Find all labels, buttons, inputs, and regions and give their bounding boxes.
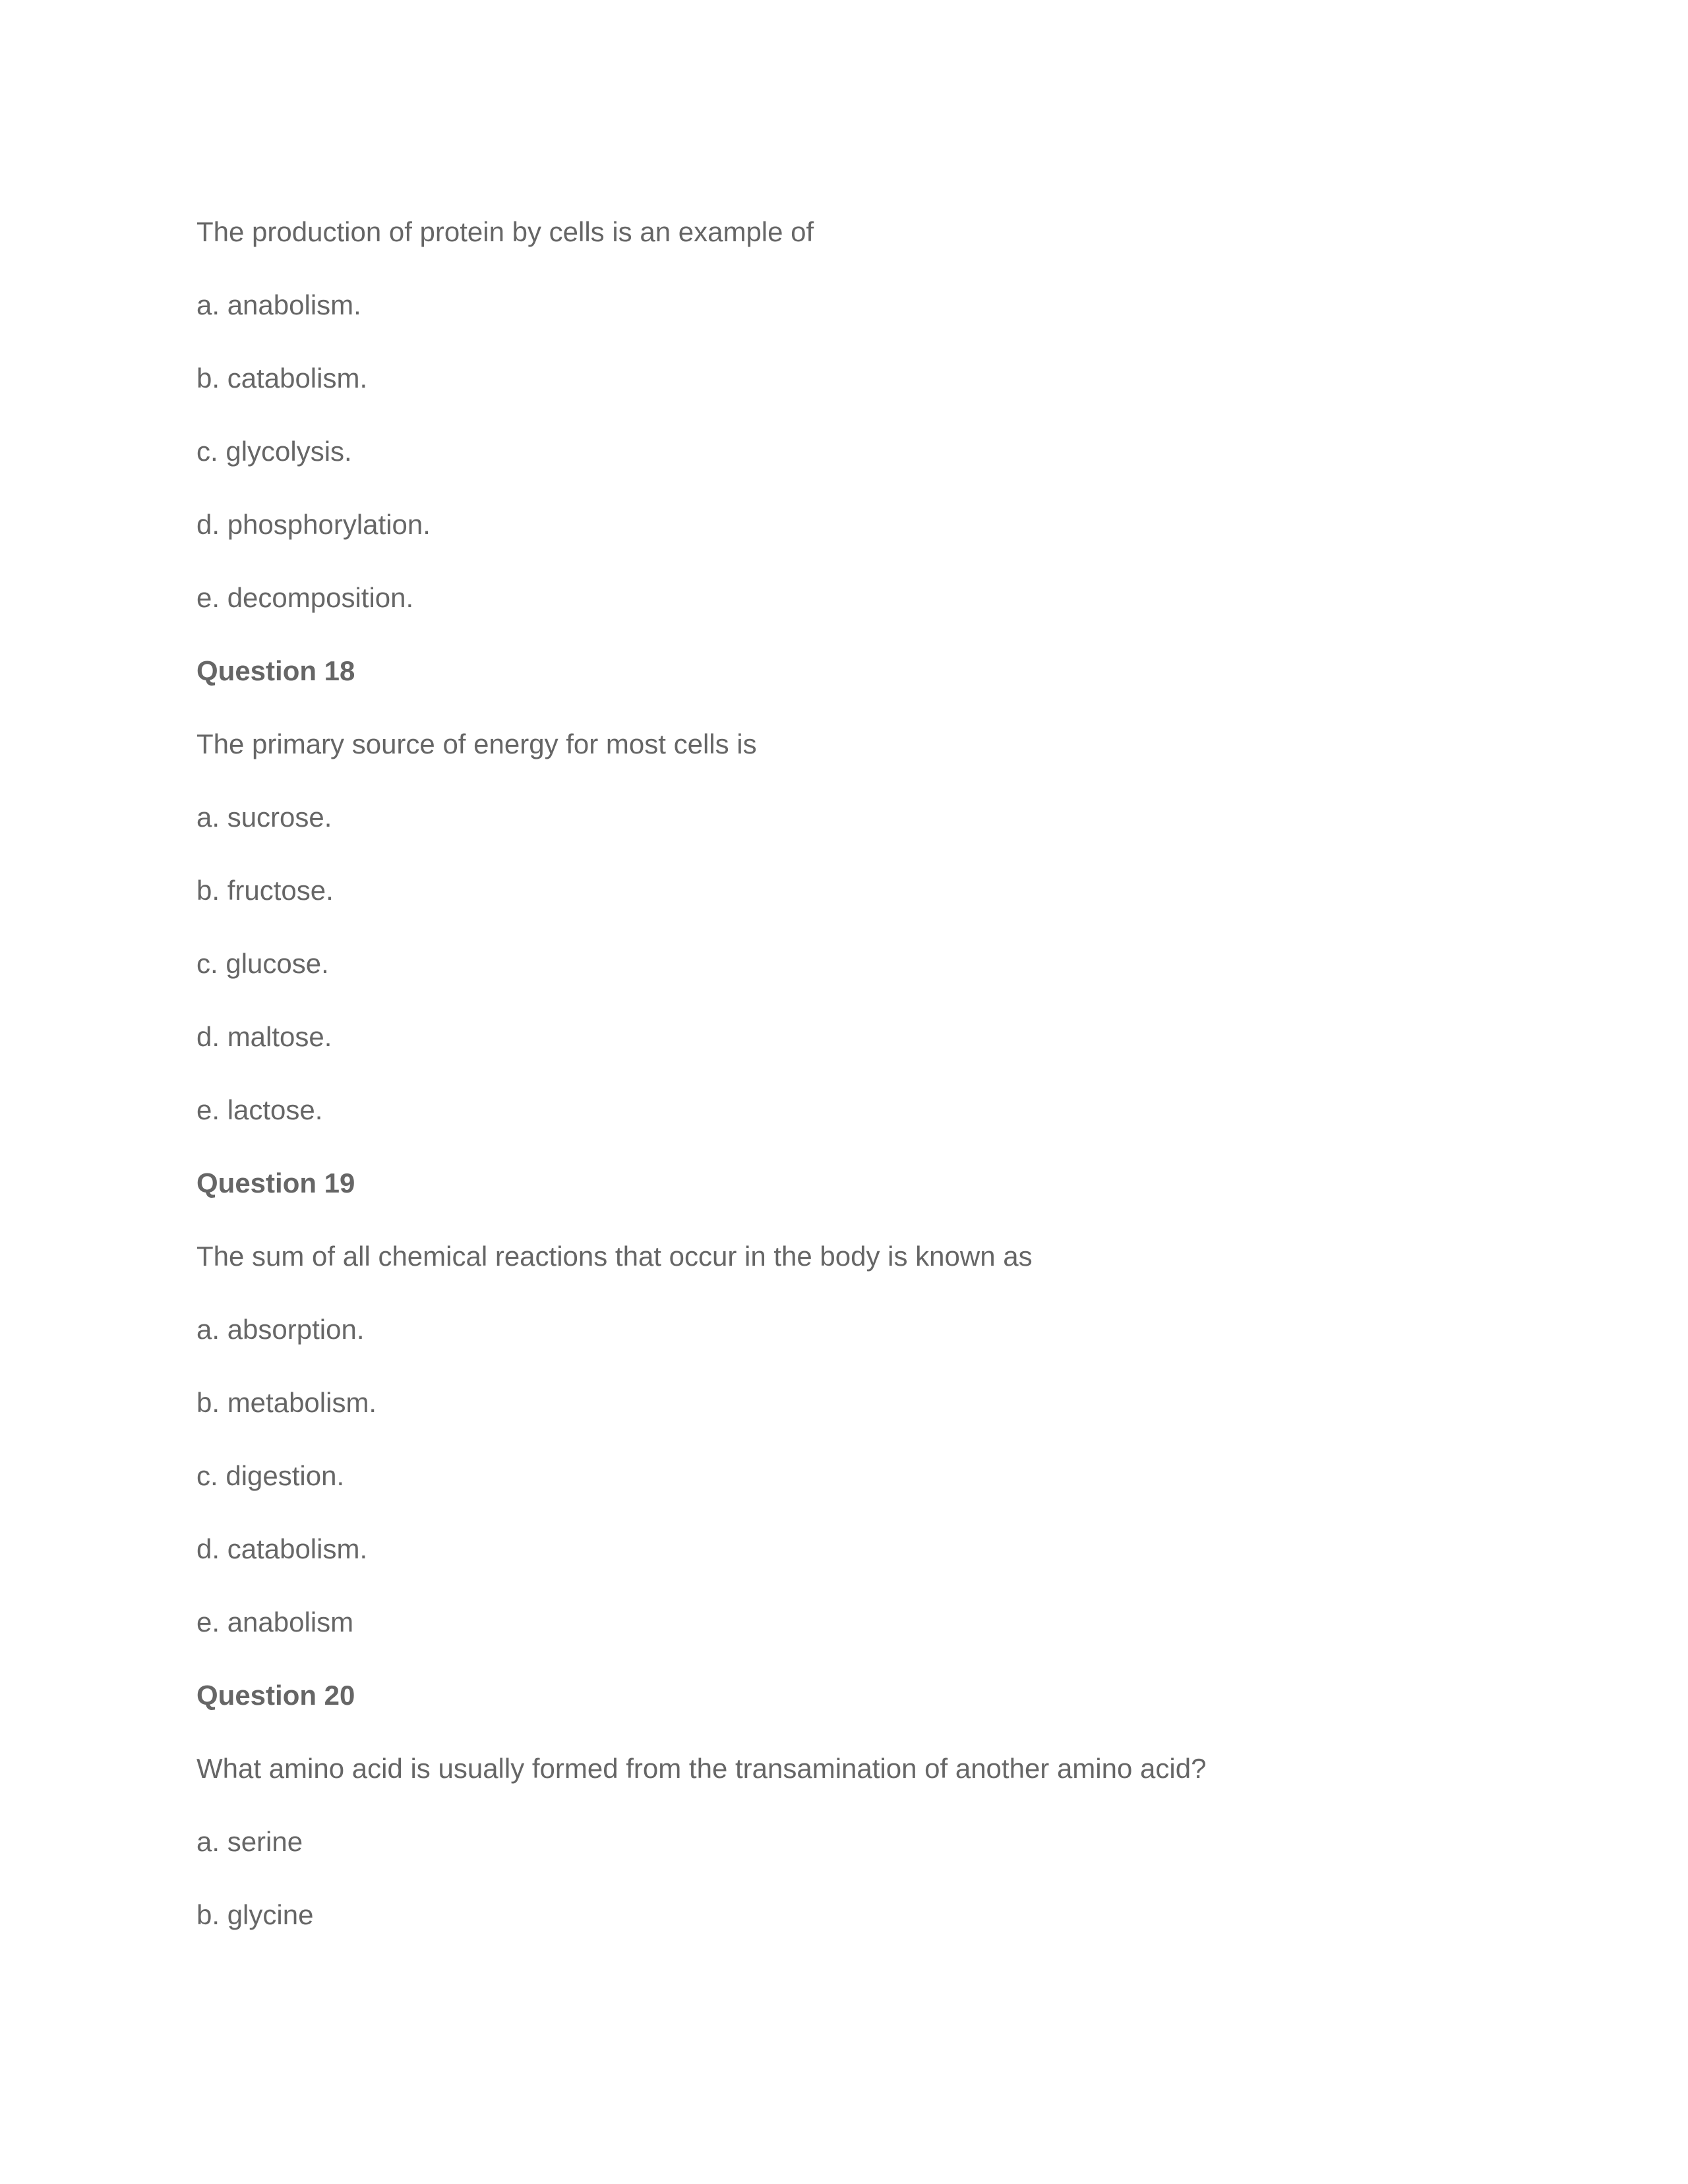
answer-option: d. phosphorylation. <box>196 509 431 540</box>
answer-option: b. metabolism. <box>196 1387 377 1418</box>
answer-option: e. lactose. <box>196 1094 323 1125</box>
answer-option: a. serine <box>196 1826 303 1857</box>
answer-option: c. glucose. <box>196 948 329 979</box>
answer-option: c. digestion. <box>196 1460 345 1491</box>
answer-option: d. catabolism. <box>196 1533 368 1564</box>
answer-option: a. anabolism. <box>196 289 361 320</box>
answer-option: c. glycolysis. <box>196 436 352 467</box>
question-prompt: What amino acid is usually formed from the transamination of another amino acid? <box>196 1753 1207 1784</box>
answer-option: d. maltose. <box>196 1021 332 1052</box>
answer-option: a. sucrose. <box>196 802 332 833</box>
question-prompt: The production of protein by cells is an example of <box>196 216 814 247</box>
question-heading: Question 19 <box>196 1167 355 1198</box>
answer-option: e. decomposition. <box>196 582 414 613</box>
question-heading: Question 20 <box>196 1680 355 1711</box>
answer-option: e. anabolism <box>196 1607 354 1638</box>
answer-option: b. catabolism. <box>196 363 368 394</box>
question-prompt: The primary source of energy for most cells is <box>196 728 757 759</box>
question-prompt: The sum of all chemical reactions that occur in the body is known as <box>196 1241 1033 1272</box>
answer-option: a. absorption. <box>196 1314 365 1345</box>
answer-option: b. glycine <box>196 1899 314 1930</box>
answer-option: b. fructose. <box>196 875 334 906</box>
question-heading: Question 18 <box>196 655 355 686</box>
